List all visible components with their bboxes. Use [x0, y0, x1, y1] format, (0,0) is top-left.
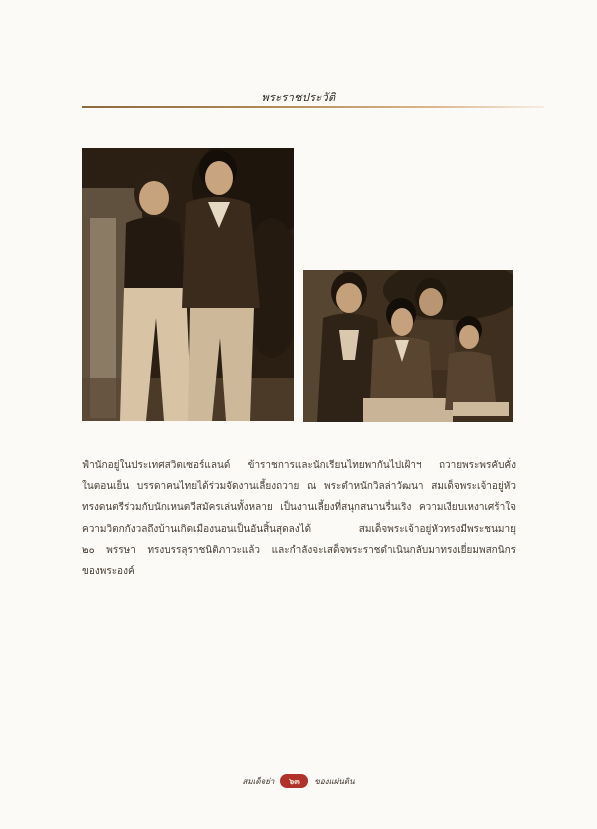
caption-line: ฟำนักอยู่ในประเทศสวิตเซอร์แลนด์ ข้าราชการและนักเรียนไทยพากันไปเฝ้าฯ ถวายพระพรคับคั่ง	[82, 460, 516, 471]
caption-line: ของพระองค์	[82, 566, 135, 578]
header-title: พระราชประวัติ	[261, 91, 336, 104]
photo-seated-family	[303, 270, 513, 422]
caption-line: ๒๐ พรรษา ทรงบรรลุราชนิติภาวะแล้ว และกำลังจะเสด็จพระราชดำเนินกลับมาทรงเยี่ยมพสกนิกร	[82, 544, 516, 556]
page-number-badge: ๖๓	[280, 774, 308, 788]
footer	[0, 772, 597, 790]
footer-left-text: สมเด็จย่า	[242, 776, 275, 786]
caption-line: ความวิตกกังวลถึงบ้านเกิดเมืองนอนเป็นอันสิ้นสุดลงได้ สมเด็จพระเจ้าอยู่หัวทรงมีพระชนมายุ	[82, 523, 516, 535]
caption-line: ทรงดนตรีร่วมกับนักเหนตวีสมัครเล่นทั้งหลาย เป็นงานเลี้ยงที่สนุกสนานรื่นเริง ความเงียบเหงาเศร้าใจ	[82, 502, 516, 514]
caption-line: ในตอนเย็น บรรดาคนไทยได้ร่วมจัดงานเลี้ยงถวาย ณ พระตำหนักวิลล่าวัฒนา สมเด็จพระเจ้าอยู่หัว	[82, 481, 516, 493]
header-rule	[82, 106, 544, 108]
caption-paragraph	[82, 455, 516, 582]
photo-standing-couple	[82, 148, 294, 421]
footer-right-text: ของแผ่นดิน	[314, 776, 355, 786]
